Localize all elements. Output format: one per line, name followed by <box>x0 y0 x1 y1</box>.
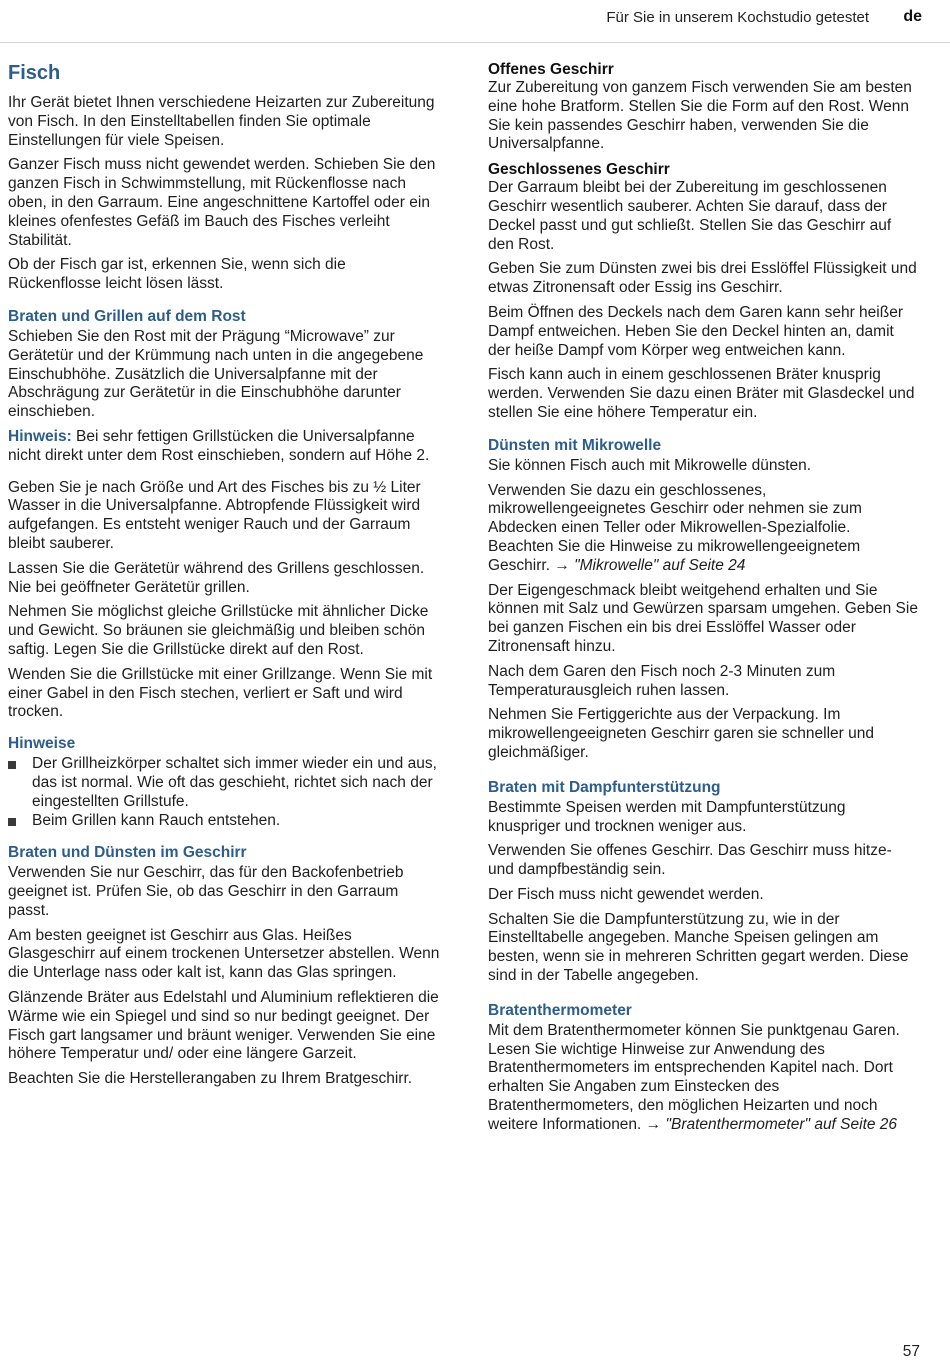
header-title: Für Sie in unserem Kochstudio getestet <box>606 9 869 26</box>
paragraph: Nehmen Sie möglichst gleiche Grillstücke mit ähnlicher Dicke und Gewicht. So bräunen sie gleichmäßig und bleiben schön saftig. Legen Sie die Grillstücke direkt auf den Rost. <box>8 603 429 658</box>
section-heading-fisch: Fisch <box>8 62 61 84</box>
list-item: Der Grillheizkörper schaltet sich immer wieder ein und aus, das ist normal. Wie oft das geschieht, richtet sich nach der eingestellten Grillstufe. <box>8 755 440 811</box>
subheading-dampf: Braten mit Dampfunterstützung <box>488 778 721 796</box>
paragraph: Ganzer Fisch muss nicht gewendet werden. Schieben Sie den ganzen Fisch in Schwimmstellung, mit Rückenflosse nach oben, in den Garraum. Eine angeschnittene Kartoffel oder ein kleines ofenfestes Gefäß im Bauch des Fisches verleiht Stabilität. <box>8 156 436 249</box>
paragraph: Der Eigengeschmack bleibt weitgehend erhalten und Sie können mit Salz und Gewürzen sparsam umgehen. Geben Sie bei ganzen Fischen ein bis drei Esslöffel Wasser oder Zitronensaft hinzu. <box>488 581 918 655</box>
paragraph: Sie können Fisch auch mit Mikrowelle dünsten. <box>488 456 812 474</box>
arrow-right-icon: → <box>554 556 570 574</box>
paragraph: Geben Sie je nach Größe und Art des Fisches bis zu ½ Liter Wasser in die Universalpfanne. Abtropfende Flüssigkeit wird aufgefangen. Es entsteht weniger Rauch und der Garraum bleibt sauberer. <box>8 478 421 552</box>
paragraph: Beim Öffnen des Deckels nach dem Garen kann sehr heißer Dampf entweichen. Heben Sie den Deckel hinten an, damit der heiße Dampf vom Körper weg entweichen kann. <box>488 303 903 359</box>
hinweise-list <box>8 755 440 830</box>
paragraph: Ob der Fisch gar ist, erkennen Sie, wenn sich die Rückenflosse leicht lösen lässt. <box>8 256 346 293</box>
arrow-right-icon: → <box>645 1115 662 1133</box>
paragraph: Nach dem Garen den Fisch noch 2-3 Minuten zum Temperaturausgleich ruhen lassen. <box>488 662 836 699</box>
paragraph: Fisch kann auch in einem geschlossenen Bräter knusprig werden. Verwenden Sie dazu einen Bräter mit Glasdeckel und stellen Sie eine höhere Temperatur ein. <box>488 366 915 421</box>
paragraph: Beachten Sie die Herstellerangaben zu Ihrem Bratgeschirr. <box>8 1070 413 1088</box>
page-number: 57 <box>902 1343 920 1360</box>
paragraph: Bestimmte Speisen werden mit Dampfunterstützung knuspriger und trocknen weniger aus. <box>488 798 846 835</box>
left-column <box>8 60 440 1095</box>
subheading-hinweise: Hinweise <box>8 735 76 753</box>
paragraph: Geben Sie zum Dünsten zwei bis drei Esslöffel Flüssigkeit und etwas Zitronensaft oder Essig ins Geschirr. <box>488 260 917 297</box>
paragraph: Zur Zubereitung von ganzem Fisch verwenden Sie am besten eine hohe Bratform. Stellen Sie die Form auf den Rost. Wenn Sie kein passendes Geschirr haben, verwenden Sie die Universalpfanne. <box>488 79 912 153</box>
list-item: Beim Grillen kann Rauch entstehen. <box>8 812 440 831</box>
paragraph: Lassen Sie die Gerätetür während des Grillens geschlossen. Nie bei geöffneter Gerätetür grillen. <box>8 559 425 596</box>
bullet-square-icon <box>8 761 16 769</box>
paragraph: Glänzende Bräter aus Edelstahl und Aluminium reflektieren die Wärme wie ein Spiegel und sind so nur bedingt geeignet. Der Fisch gart langsamer und bräunt weniger. Verwenden Sie eine höhere Temperatur und/ oder eine längere Garzeit. <box>8 989 439 1063</box>
subheading-offenes-geschirr: Offenes Geschirr <box>488 61 614 78</box>
subheading-geschirr: Braten und Dünsten im Geschirr <box>8 844 247 862</box>
subheading-bratenthermometer: Bratenthermometer <box>488 1001 632 1019</box>
header-language: de <box>903 8 922 25</box>
paragraph: Verwenden Sie nur Geschirr, das für den Backofenbetrieb geeignet ist. Prüfen Sie, ob das Geschirr in den Garraum passt. <box>8 864 404 919</box>
hint-text: Bei sehr fettigen Grillstücken die Universalpfanne nicht direkt unter dem Rost einschieben, sondern auf Höhe 2. <box>8 427 430 464</box>
paragraph: Am besten geeignet ist Geschirr aus Glas. Heißes Glasgeschirr auf einem trockenen Untersetzer abstellen. Wenn die Unterlage nass oder kalt ist, kann das Glas springen. <box>8 926 440 982</box>
paragraph: Schieben Sie den Rost mit der Prägung “Microwave” zur Gerätetür und der Krümmung nach unten in die angegebene Einschubhöhe. Zusätzlich die Universalpfanne mit der Abschrägung zur Gerätetür in die Einschubhöhe darunter einschieben. <box>8 327 424 421</box>
paragraph: Der Fisch muss nicht gewendet werden. <box>488 885 764 903</box>
paragraph: Verwenden Sie offenes Geschirr. Das Geschirr muss hitze- und dampfbeständig sein. <box>488 842 892 879</box>
hint-paragraph <box>8 428 440 466</box>
paragraph-with-reference: Verwenden Sie dazu ein geschlossenes, mikrowellengeeignetes Geschirr oder nehmen sie zum Abdecken einen Teller oder Mikrowellen-Spezialfolie. Beachten Sie die Hinweise zu mikrowellengeeignetem Geschirr. → "Mikrowelle" auf Seite 24 <box>488 481 862 574</box>
hint-label: Hinweis: <box>8 427 72 445</box>
header-divider <box>0 42 950 43</box>
paragraph: Wenden Sie die Grillstücke mit einer Grillzange. Wenn Sie mit einer Gabel in den Fisch stechen, verliert er Saft und wird trocken. <box>8 665 433 721</box>
bullet-square-icon <box>8 818 16 826</box>
page-reference-link[interactable]: "Bratenthermometer" auf Seite 26 <box>661 1115 898 1133</box>
paragraph: Der Garraum bleibt bei der Zubereitung im geschlossenen Geschirr wesentlich sauberer. Achten Sie darauf, dass der Deckel passt und gut schließt. Stellen Sie das Geschirr auf den Rost. <box>488 179 892 253</box>
paragraph: Ihr Gerät bietet Ihnen verschiedene Heizarten zur Zubereitung von Fisch. In den Einstelltabellen finden Sie optimale Einstellungen für viele Speisen. <box>8 94 435 149</box>
paragraph: Schalten Sie die Dampfunterstützung zu, wie in der Einstelltabelle angegeben. Manche Speisen gelingen am besten, wenn sie in mehreren Schritten gegart werden. Diese sind in der Tabelle angegeben. <box>488 910 909 985</box>
subheading-mikrowelle: Dünsten mit Mikrowelle <box>488 436 662 454</box>
subheading-geschlossenes-geschirr: Geschlossenes Geschirr <box>488 161 670 179</box>
page-reference-link[interactable]: "Mikrowelle" auf Seite 24 <box>569 556 746 574</box>
paragraph-with-reference: Mit dem Bratenthermometer können Sie punktgenau Garen. Lesen Sie wichtige Hinweise zur Anwendung des Bratenthermometers im entsprechenden Kapitel nach. Dort erhalten Sie Angaben zum Einstecken des Bratenthermometers, den möglichen Heizarten und noch weitere Informationen. → "Bratenthermometer" auf Seite 26 <box>488 1021 900 1133</box>
subheading-rost: Braten und Grillen auf dem Rost <box>8 307 246 325</box>
paragraph: Nehmen Sie Fertiggerichte aus der Verpackung. Im mikrowellengeeigneten Geschirr garen sie schneller und gleichmäßiger. <box>488 706 874 761</box>
right-column <box>488 60 920 1141</box>
